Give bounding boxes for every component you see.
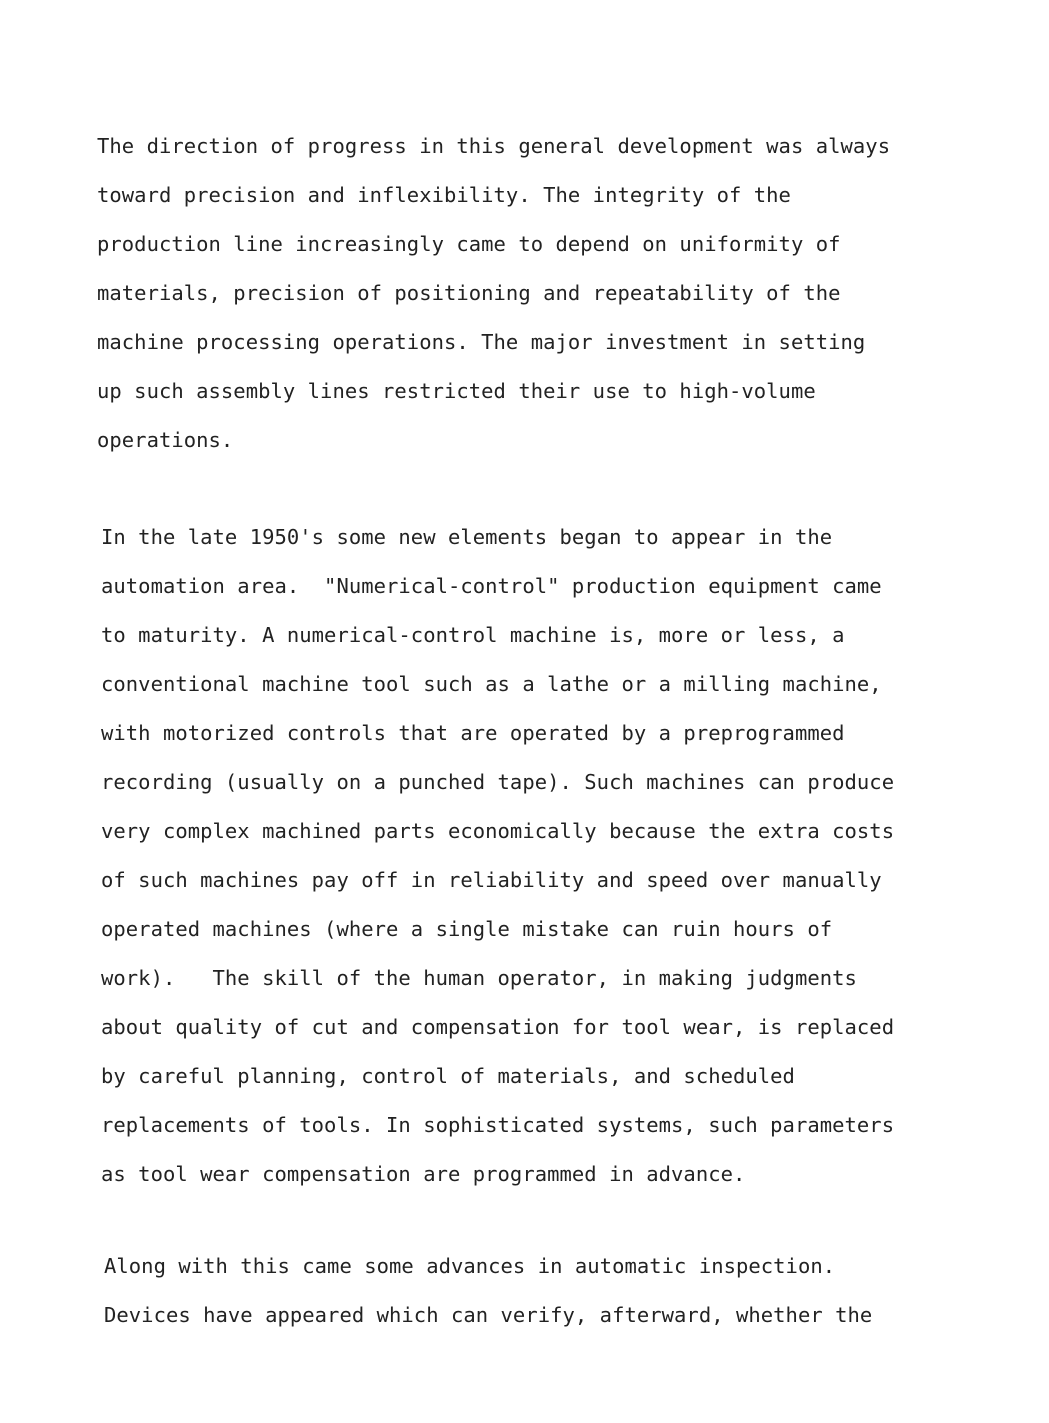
text-line: production line increasingly came to depend on uniformity of [97, 232, 841, 256]
text-line: operations. [97, 428, 234, 452]
text-line: toward precision and inflexibility. The integrity of the [97, 183, 791, 207]
paragraph-assembly-lines [97, 122, 890, 465]
text-line: as tool wear compensation are programmed in advance. [101, 1162, 746, 1186]
text-line: of such machines pay off in reliability and speed over manually [101, 868, 882, 892]
paragraph-automatic-inspection [104, 1242, 872, 1340]
paragraph-numerical-control [101, 513, 894, 1199]
text-line: up such assembly lines restricted their use to high-volume [97, 379, 816, 403]
text-line: materials, precision of positioning and repeatability of the [97, 281, 841, 305]
text-line: with motorized controls that are operated by a preprogrammed [101, 721, 845, 745]
text-line: to maturity. A numerical-control machine is, more or less, a [101, 623, 845, 647]
text-line: The direction of progress in this general development was always [97, 134, 891, 158]
text-line: by careful planning, control of materials, and scheduled [101, 1064, 795, 1088]
text-line: very complex machined parts economically because the extra costs [101, 819, 895, 843]
text-line: operated machines (where a single mistake can ruin hours of [101, 917, 833, 941]
text-line: machine processing operations. The major investment in setting [97, 330, 866, 354]
text-line: automation area. "Numerical-control" production equipment came [101, 574, 882, 598]
text-line: Along with this came some advances in automatic inspection. [104, 1254, 836, 1278]
text-line: conventional machine tool such as a lathe or a milling machine, [101, 672, 882, 696]
text-line: about quality of cut and compensation for tool wear, is replaced [101, 1015, 895, 1039]
text-line: In the late 1950's some new elements began to appear in the [101, 525, 833, 549]
text-line: recording (usually on a punched tape). Such machines can produce [101, 770, 895, 794]
text-line: work). The skill of the human operator, in making judgments [101, 966, 857, 990]
text-line: Devices have appeared which can verify, afterward, whether the [104, 1303, 873, 1327]
text-line: replacements of tools. In sophisticated systems, such parameters [101, 1113, 895, 1137]
